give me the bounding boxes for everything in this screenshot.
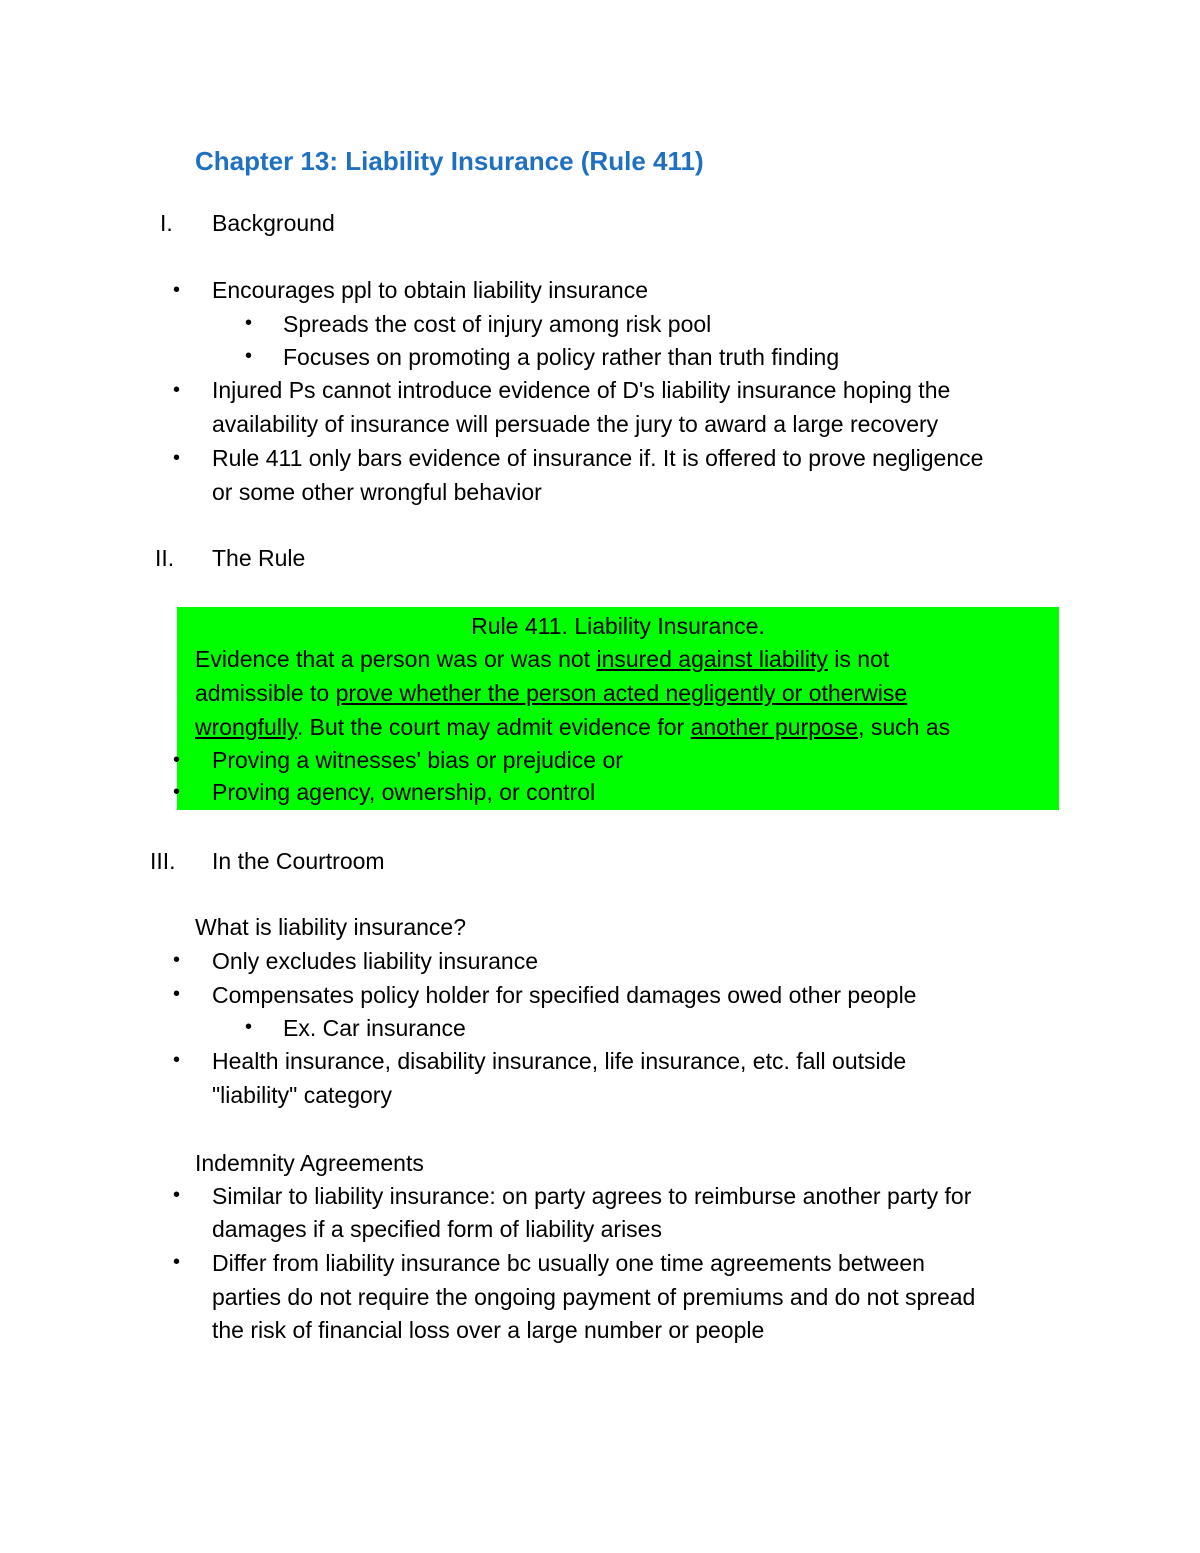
rule-underlined-phrase: another purpose [690,714,859,740]
rule-box-heading: Rule 411. Liability Insurance. [471,613,765,639]
subheading-what-is-liability-insurance: What is liability insurance? [195,914,467,940]
rule-underlined-phrase: prove whether the person acted negligently or otherwise [335,680,908,706]
page-title: Chapter 13: Liability Insurance (Rule 411) [195,146,704,176]
section-numeral-1: I. [160,210,173,236]
background-bullet-2-line-1: Injured Ps cannot introduce evidence of D's liability insurance hoping the [212,377,951,403]
bullet-glyph: • [173,1251,181,1273]
rule-text-segment: , such as [858,714,951,740]
bullet-glyph: • [173,1049,181,1071]
bullet-glyph: • [173,749,181,771]
section-numeral-2: II. [155,545,175,571]
subheading-indemnity-agreements: Indemnity Agreements [195,1150,424,1176]
courtroom-bullet-3-line-2: "liability" category [212,1082,392,1108]
rule-bullet-1: Proving a witnesses' bias or prejudice or [212,747,623,773]
section-heading-the-rule: The Rule [212,545,306,571]
courtroom-subbullet-1: Ex. Car insurance [283,1015,466,1041]
rule-underlined-phrase: wrongfully [195,714,297,740]
indemnity-bullet-2-line-2: parties do not require the ongoing payment of premiums and do not spread [212,1284,976,1310]
rule-text-line-1 [195,648,889,671]
bullet-glyph: • [173,447,181,469]
bullet-glyph: • [173,983,181,1005]
bullet-glyph: • [173,781,181,803]
background-subbullet-1: Spreads the cost of injury among risk pool [283,311,712,337]
background-bullet-3-line-2: or some other wrongful behavior [212,479,542,505]
courtroom-bullet-2: Compensates policy holder for specified damages owed other people [212,982,917,1008]
courtroom-bullet-3-line-1: Health insurance, disability insurance, life insurance, etc. fall outside [212,1048,907,1074]
rule-text-line-2 [195,682,907,705]
section-heading-courtroom: In the Courtroom [212,848,385,874]
rule-bullet-2: Proving agency, ownership, or control [212,779,596,805]
rule-text-segment: . But the court may admit evidence for [296,714,691,740]
bullet-glyph: • [173,1184,181,1206]
rule-underlined-phrase: insured against liability [596,646,828,672]
bullet-glyph: • [245,345,253,367]
section-heading-background: Background [212,210,335,236]
background-bullet-3-line-1: Rule 411 only bars evidence of insurance if. It is offered to prove negligence [212,445,984,471]
courtroom-bullet-1: Only excludes liability insurance [212,948,538,974]
background-bullet-1: Encourages ppl to obtain liability insurance [212,277,648,303]
bullet-glyph: • [173,279,181,301]
rule-text-line-3 [195,716,950,739]
rule-text-segment: Evidence that a person was or was not [195,646,597,672]
bullet-glyph: • [173,949,181,971]
bullet-glyph: • [245,312,253,334]
background-subbullet-2: Focuses on promoting a policy rather than truth finding [283,344,840,370]
bullet-glyph: • [173,379,181,401]
bullet-glyph: • [245,1016,253,1038]
indemnity-bullet-2-line-1: Differ from liability insurance bc usually one time agreements between [212,1250,925,1276]
indemnity-bullet-1-line-2: damages if a specified form of liability arises [212,1216,662,1242]
rule-text-segment: is not [827,646,890,672]
background-bullet-2-line-2: availability of insurance will persuade the jury to award a large recovery [212,411,939,437]
indemnity-bullet-1-line-1: Similar to liability insurance: on party agrees to reimburse another party for [212,1183,972,1209]
rule-text-segment: admissible to [195,680,336,706]
section-numeral-3: III. [150,848,176,874]
indemnity-bullet-2-line-3: the risk of financial loss over a large number or people [212,1317,765,1343]
